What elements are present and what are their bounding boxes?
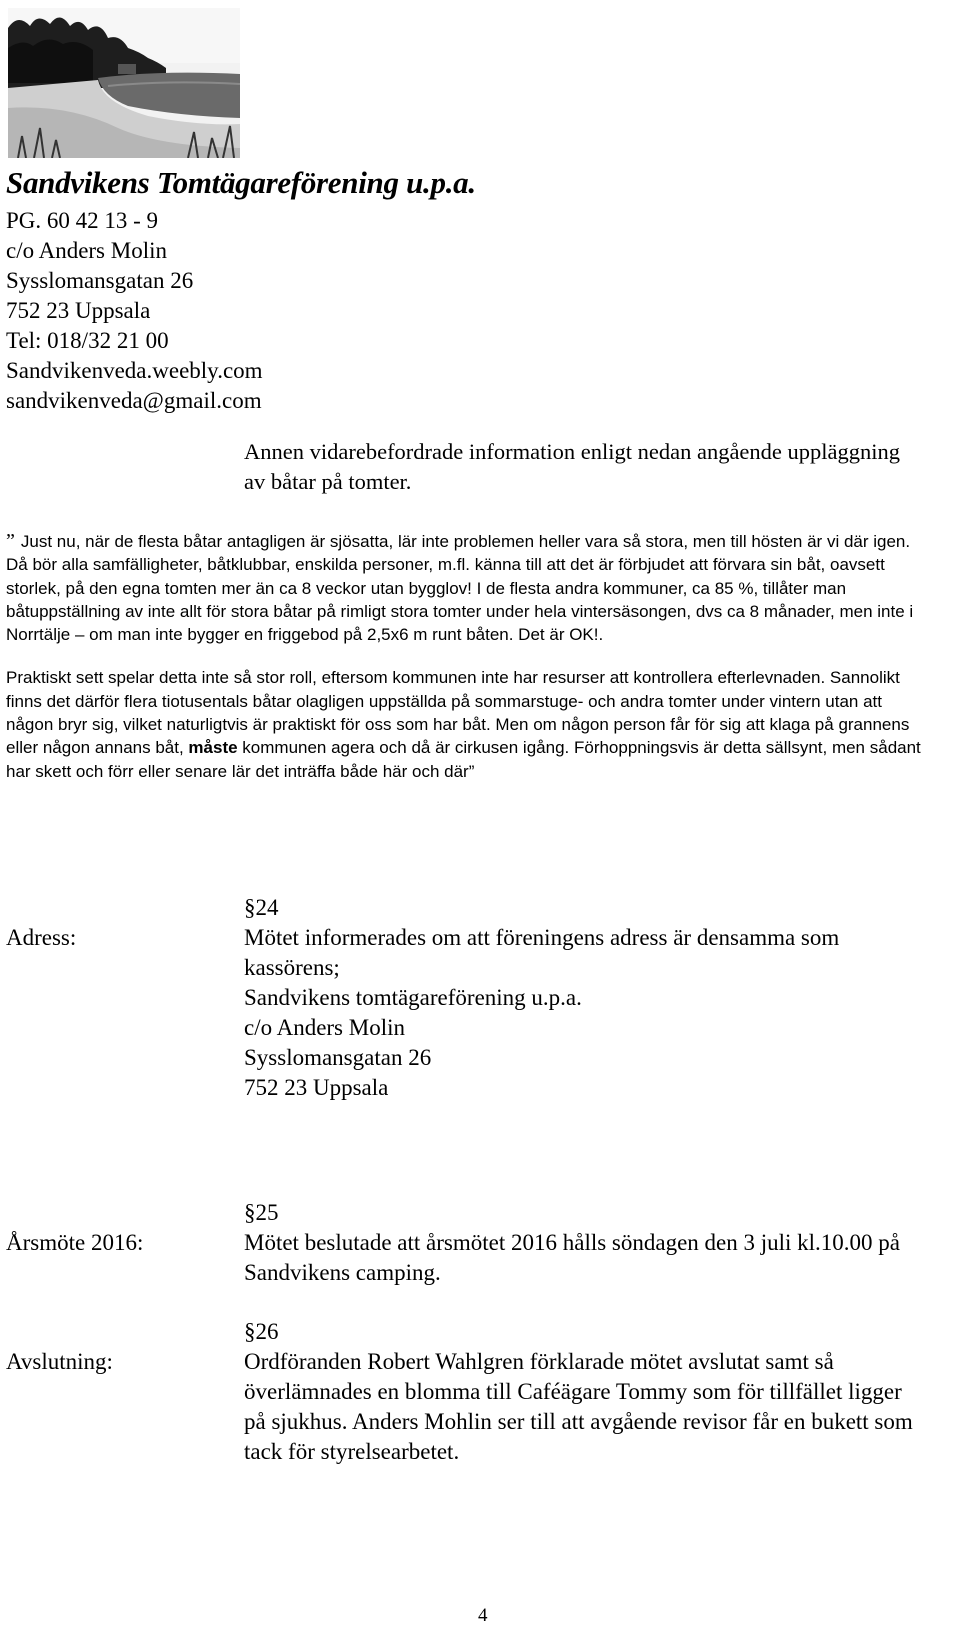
beach-landscape-image xyxy=(8,8,240,158)
section-line: Mötet informerades om att föreningens adress är densamma som kassörens; xyxy=(244,925,840,980)
section-line: 752 23 Uppsala xyxy=(244,1075,389,1100)
section-body-annual-meeting xyxy=(244,1198,924,1288)
page-number: 4 xyxy=(478,1605,488,1626)
care-of-line: c/o Anders Molin xyxy=(6,238,167,263)
header-photo xyxy=(8,8,240,158)
quote-mark: ” xyxy=(6,530,15,552)
postgiro-line: PG. 60 42 13 - 9 xyxy=(6,208,159,233)
section-line: Sandvikens tomtägareförening u.p.a. xyxy=(244,985,582,1010)
section-number: §24 xyxy=(244,895,279,920)
quote-paragraph-2-text-start: Praktiskt sett spelar detta inte så stor roll, eftersom kommunen inte har resurser att kontrollera efterlevnaden. Sannolikt finns det därför flera tiotusentals båtar olagligen uppställda på sommarstuge- och andra tomter under vintern utan att någon bryr sig, vilket naturligtvis är praktiskt för oss som har båt. Men om någon person får för sig att klaga på grannens eller någon annans båt, xyxy=(6,668,910,758)
quote-paragraph-1-text: Just nu, när de flesta båtar antagligen är sjösatta, lär inte problemen heller vara så stora, men till hösten är vi där igen. Då bör alla samfälligheter, båtklubbar, enskilda personer, m.fl. känna till att det är förbjudet att förvara sin båt, oavsett storlek, på den egna tomten mer än ca 8 veckor utan bygglov! I de flesta andra kommuner, ca 85 %, tillåter man båtuppställning av inte allt för stora båtar på rimligt stora tomter under hela vintersäsongen, dvs ca 8 månader, men inte i Norrtälje – om man inte bygger en friggebod på 2,5x6 m runt båten. Det är OK!. xyxy=(6,532,914,645)
quote-emphasis: måste xyxy=(188,738,238,758)
section-line: c/o Anders Molin xyxy=(244,1015,405,1040)
section-number: §26 xyxy=(244,1319,279,1344)
quote-paragraph-1 xyxy=(6,530,930,646)
section-line: Sysslomansgatan 26 xyxy=(244,1045,432,1070)
phone-line: Tel: 018/32 21 00 xyxy=(6,328,169,353)
quoted-information xyxy=(6,530,930,803)
street-line: Sysslomansgatan 26 xyxy=(6,268,194,293)
contact-block xyxy=(6,206,263,416)
section-line: Ordföranden Robert Wahlgren förklarade mötet avslutat samt så överlämnades en blomma till Caféägare Tommy som för tillfället ligger på sjukhus. Anders Mohlin ser till att avgående revisor får en bukett som tack för styrelsearbetet. xyxy=(244,1349,913,1464)
organisation-name: Sandvikens Tomtägareförening u.p.a. xyxy=(6,165,476,200)
section-label-closing: Avslutning: xyxy=(6,1349,113,1374)
section-body-address xyxy=(244,893,924,1103)
intro-paragraph: Annen vidarebefordrade information enligt nedan angående uppläggning av båtar på tomter. xyxy=(244,439,901,494)
quote-paragraph-2-text-end: kommunen agera och då är cirkusen igång. Förhoppningsvis är detta sällsynt, men sådant har skett och förr eller senare lär det inträffa både här och där” xyxy=(6,738,921,781)
website-line: Sandvikenveda.weebly.com xyxy=(6,358,263,383)
section-body-closing xyxy=(244,1317,924,1467)
email-line: sandvikenveda@gmail.com xyxy=(6,388,262,413)
section-label-address: Adress: xyxy=(6,925,77,950)
section-number: §25 xyxy=(244,1200,279,1225)
section-label-annual-meeting: Årsmöte 2016: xyxy=(6,1230,144,1255)
postal-line: 752 23 Uppsala xyxy=(6,298,151,323)
quote-paragraph-2 xyxy=(6,666,930,782)
section-line: Mötet beslutade att årsmötet 2016 hålls söndagen den 3 juli kl.10.00 på Sandvikens camping. xyxy=(244,1230,901,1285)
